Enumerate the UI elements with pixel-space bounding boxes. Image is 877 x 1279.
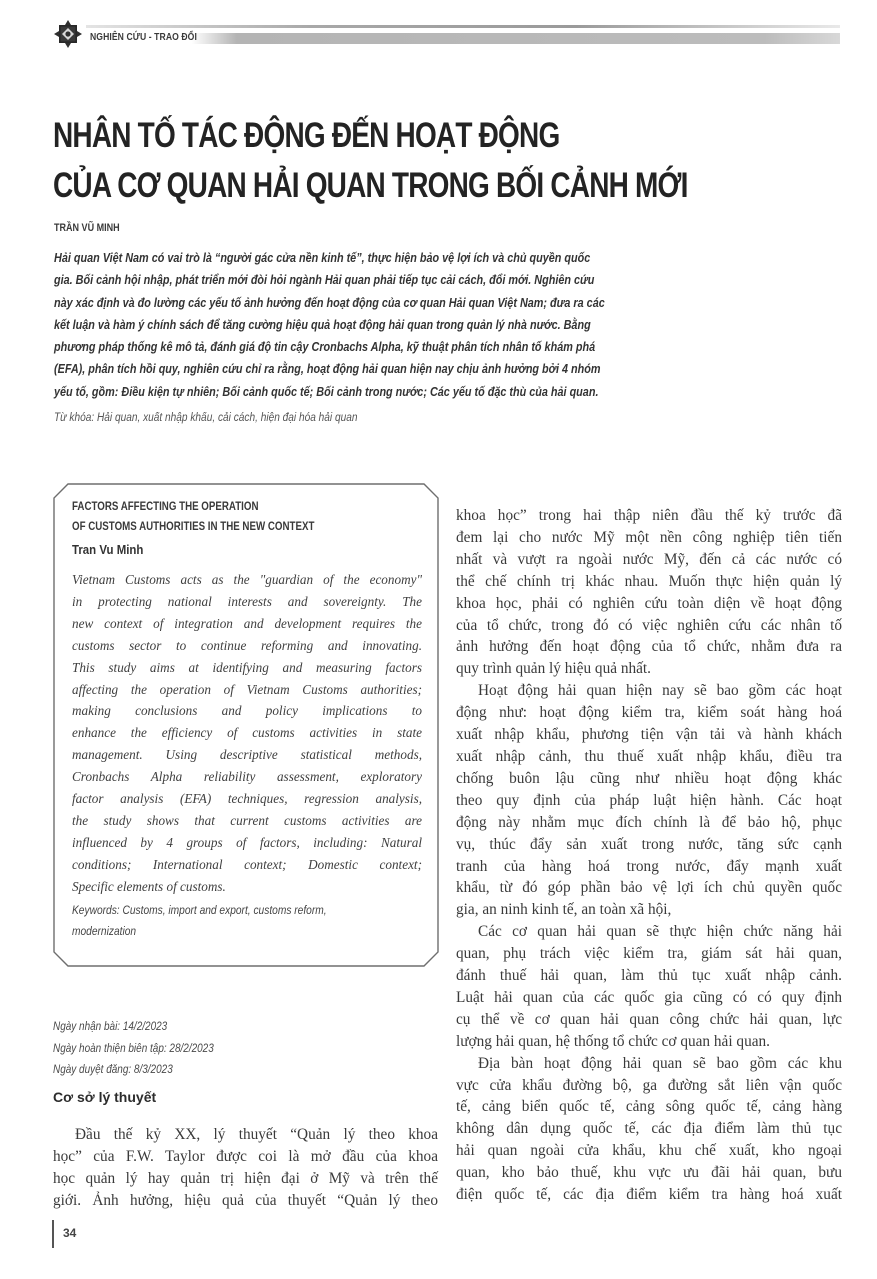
english-line: affecting the operation of Vietnam Customs authorities; bbox=[72, 681, 422, 697]
paragraph bbox=[456, 921, 842, 1052]
section-header bbox=[50, 17, 840, 51]
body-line: quan, phụ trách việc kiểm tra, giám sát hải quan, bbox=[456, 945, 842, 963]
abstract-line: (EFA), phân tích hồi quy, nghiên cứu chỉ ra rằng, hoạt động hải quan hiện nay chịu ảnh hưởng bởi 4 nhóm bbox=[54, 362, 601, 377]
body-line: Hoạt động hải quan hiện nay sẽ bao gồm các hoạt bbox=[478, 682, 842, 700]
body-line: đem lại cho nước Mỹ một nền công nghiệp tiên tiến bbox=[456, 528, 842, 546]
abstract-line: này xác định và đo lường các yếu tố ảnh hưởng đến hoạt động của cơ quan Hải quan Việt Nam; đưa ra các bbox=[54, 295, 605, 310]
english-keywords-line: modernization bbox=[72, 925, 137, 938]
section-label: NGHIÊN CỨU - TRAO ĐỔI bbox=[90, 31, 197, 43]
english-line: Specific elements of customs. bbox=[72, 878, 226, 894]
body-line: tế, cảng biển quốc tế, cảng sông quốc tế, cảng hàng bbox=[456, 1098, 842, 1116]
body-line: điện quốc tế, các địa điểm kiểm tra hàng hoá xuất bbox=[456, 1186, 842, 1204]
abstract-line: kết luận và hàm ý chính sách để tăng cường hiệu quả hoạt động hải quan trong quản lý nhà nước. Bằng bbox=[54, 317, 591, 332]
paragraph bbox=[456, 1053, 842, 1206]
body-line: khoa học, phải có nghiên cứu toàn diện về hoạt động bbox=[456, 594, 842, 612]
body-line: không dân dụng quốc tế, các địa điểm làm thủ tục bbox=[456, 1120, 842, 1138]
body-line: quan, kho bảo thuế, khu vực ưu đãi hải quan, bưu bbox=[456, 1164, 842, 1182]
body-line: ảnh hưởng đến hoạt động của tổ chức, nhằm đưa ra bbox=[456, 638, 842, 656]
body-line: vụ, thúc đẩy sản xuất trong nước, tăng sức cạnh bbox=[456, 835, 842, 853]
body-line: xuất nhập cảnh, thu thuế xuất nhập khẩu, điều tra bbox=[456, 747, 842, 765]
body-line: thể chế chính trị khác nhau. Muốn thực hiện quản lý bbox=[456, 572, 842, 590]
english-line: factor analysis (EFA) techniques, regression analysis, bbox=[72, 791, 422, 807]
date-received: Ngày nhận bài: 14/2/2023 bbox=[53, 1020, 168, 1033]
body-line: học” của F.W. Taylor được coi là mở đầu của khoa bbox=[53, 1147, 438, 1165]
body-line: chống buôn lậu cũng như nhiều hoạt động khác bbox=[456, 769, 842, 787]
abstract-line: yếu tố, gồm: Điều kiện tự nhiên; Bối cảnh quốc tế; Bối cảnh trong nước; Các yếu tố đặc thù của hải quan. bbox=[54, 384, 599, 399]
header-bar bbox=[86, 33, 840, 44]
page-number-rule bbox=[52, 1220, 54, 1248]
article-title bbox=[53, 111, 813, 211]
header-rule bbox=[86, 25, 840, 28]
body-line: động này nhằm mục đích chính là để bảo hộ, phục bbox=[456, 813, 842, 831]
date-edited: Ngày hoàn thiện biên tập: 28/2/2023 bbox=[53, 1041, 214, 1055]
body-line: theo quy định của pháp luật hiện hành. Các hoạt bbox=[456, 791, 842, 809]
english-line: enhance the efficiency of customs activities in state bbox=[72, 725, 422, 741]
body-line: giới. Ảnh hưởng, hiệu quả của thuyết “Quản lý theo bbox=[53, 1191, 438, 1209]
body-line: học quản lý hay quản trị hiện đại ở Mỹ và trên thế bbox=[53, 1169, 438, 1187]
body-line: Các cơ quan hải quan sẽ thực hiện chức năng hải bbox=[478, 923, 842, 941]
english-line: This study aims at identifying and measuring factors bbox=[72, 659, 422, 675]
abstract-line: phương pháp thống kê mô tả, đánh giá độ tin cậy Cronbachs Alpha, kỹ thuật phân tích nhân tố khám phá bbox=[54, 340, 596, 355]
customs-emblem-icon bbox=[54, 20, 82, 48]
english-title-line: OF CUSTOMS AUTHORITIES IN THE NEW CONTEXT bbox=[72, 520, 315, 533]
body-line: gia, an ninh kinh tế, an toàn xã hội, bbox=[456, 901, 672, 919]
body-line: động như: hoạt động kiểm tra, kiểm soát hàng hoá bbox=[456, 704, 842, 722]
body-line: đánh thuế hải quan, làm thủ tục xuất nhập cảnh. bbox=[456, 967, 842, 985]
body-line: Đầu thế kỷ XX, lý thuyết “Quản lý theo khoa bbox=[75, 1126, 438, 1143]
english-line: Cronbachs Alpha reliability assessment, exploratory bbox=[72, 769, 422, 785]
publication-dates bbox=[53, 1016, 240, 1081]
body-line: Luật hải quan của các quốc gia cũng có có quy định bbox=[456, 988, 842, 1006]
page-number: 34 bbox=[63, 1226, 77, 1240]
abstract-line: gia. Bối cảnh hội nhập, phát triển mới đòi hỏi ngành Hải quan phải tiếp tục cải cách, đổi mới. Nghiên cứu bbox=[54, 273, 595, 288]
paragraph bbox=[456, 680, 842, 921]
english-line: customs sector to continue reforming and innovating. bbox=[72, 637, 422, 653]
english-line: the study shows that current customs activities are bbox=[72, 812, 422, 828]
body-line: vực cửa khẩu đường bộ, ga đường sắt liên vận quốc bbox=[456, 1076, 842, 1094]
body-line: khoa học” trong hai thập niên đầu thế kỷ trước đã bbox=[456, 507, 842, 524]
article-author: TRẦN VŨ MINH bbox=[54, 222, 120, 234]
body-column-right bbox=[456, 505, 842, 1206]
english-line: influenced by 4 groups of factors, including: Natural bbox=[72, 834, 422, 850]
english-line: in protecting national interests and sovereignty. The bbox=[72, 593, 422, 609]
english-line: Vietnam Customs acts as the "guardian of the economy" bbox=[72, 572, 422, 587]
title-line: CỦA CƠ QUAN HẢI QUAN TRONG BỐI CẢNH MỚI bbox=[53, 166, 688, 205]
body-line: cụ thể về cơ quan hải quan công chức hải quan, lực bbox=[456, 1010, 842, 1028]
keywords-vietnamese: Từ khóa: Hải quan, xuất nhập khẩu, cải cách, hiện đại hóa hải quan bbox=[54, 412, 358, 424]
english-author: Tran Vu Minh bbox=[72, 542, 144, 557]
body-line: tranh của hàng hoá trong nước, đẩy mạnh xuất bbox=[456, 857, 842, 875]
english-title bbox=[72, 497, 361, 537]
english-abstract-body bbox=[72, 569, 422, 898]
date-approved: Ngày duyệt đăng: 8/3/2023 bbox=[53, 1063, 173, 1076]
body-line: xuất nhập khẩu, phương tiện vận tải và hành khách bbox=[456, 726, 842, 744]
body-line: hải quan ngoài cửa khẩu, khu chế xuất, kho ngoại bbox=[456, 1142, 842, 1160]
body-line: của tổ chức, trong đó có việc nghiên cứu các nhân tố bbox=[456, 616, 842, 634]
body-line: lượng hải quan, hệ thống tổ chức cơ quan hải quan. bbox=[456, 1032, 770, 1050]
english-abstract-box bbox=[53, 483, 439, 967]
body-line: Địa bàn hoạt động hải quan sẽ bao gồm các khu bbox=[478, 1054, 842, 1072]
body-line: khẩu, từ đó góp phần bảo vệ lợi ích chủ quyền quốc bbox=[456, 879, 842, 897]
english-title-line: FACTORS AFFECTING THE OPERATION bbox=[72, 500, 259, 513]
paragraph bbox=[456, 505, 842, 680]
title-line: NHÂN TỐ TÁC ĐỘNG ĐẾN HOẠT ĐỘNG bbox=[53, 116, 560, 155]
english-line: conditions; International context; Domestic context; bbox=[72, 856, 422, 872]
abstract-vietnamese bbox=[54, 247, 664, 403]
english-line: management. Using descriptive statistical methods, bbox=[72, 747, 422, 763]
body-column-left bbox=[53, 1124, 438, 1212]
body-line: quy trình quản lý hiệu quả nhất. bbox=[456, 660, 651, 678]
abstract-line: Hải quan Việt Nam có vai trò là “người gác cửa nền kinh tế”, thực hiện bảo vệ lợi ích và chủ quyền quốc bbox=[54, 251, 591, 265]
english-keywords-line: Keywords: Customs, import and export, customs reform, bbox=[72, 904, 327, 917]
english-line: new context of integration and development requires the bbox=[72, 615, 422, 631]
english-keywords bbox=[72, 900, 432, 942]
body-line: nhất và vượt ra ngoài nước Mỹ, đến cả các nước có bbox=[456, 550, 842, 568]
english-line: making conclusions and policy implications to bbox=[72, 703, 422, 719]
section-heading: Cơ sở lý thuyết bbox=[53, 1089, 157, 1105]
